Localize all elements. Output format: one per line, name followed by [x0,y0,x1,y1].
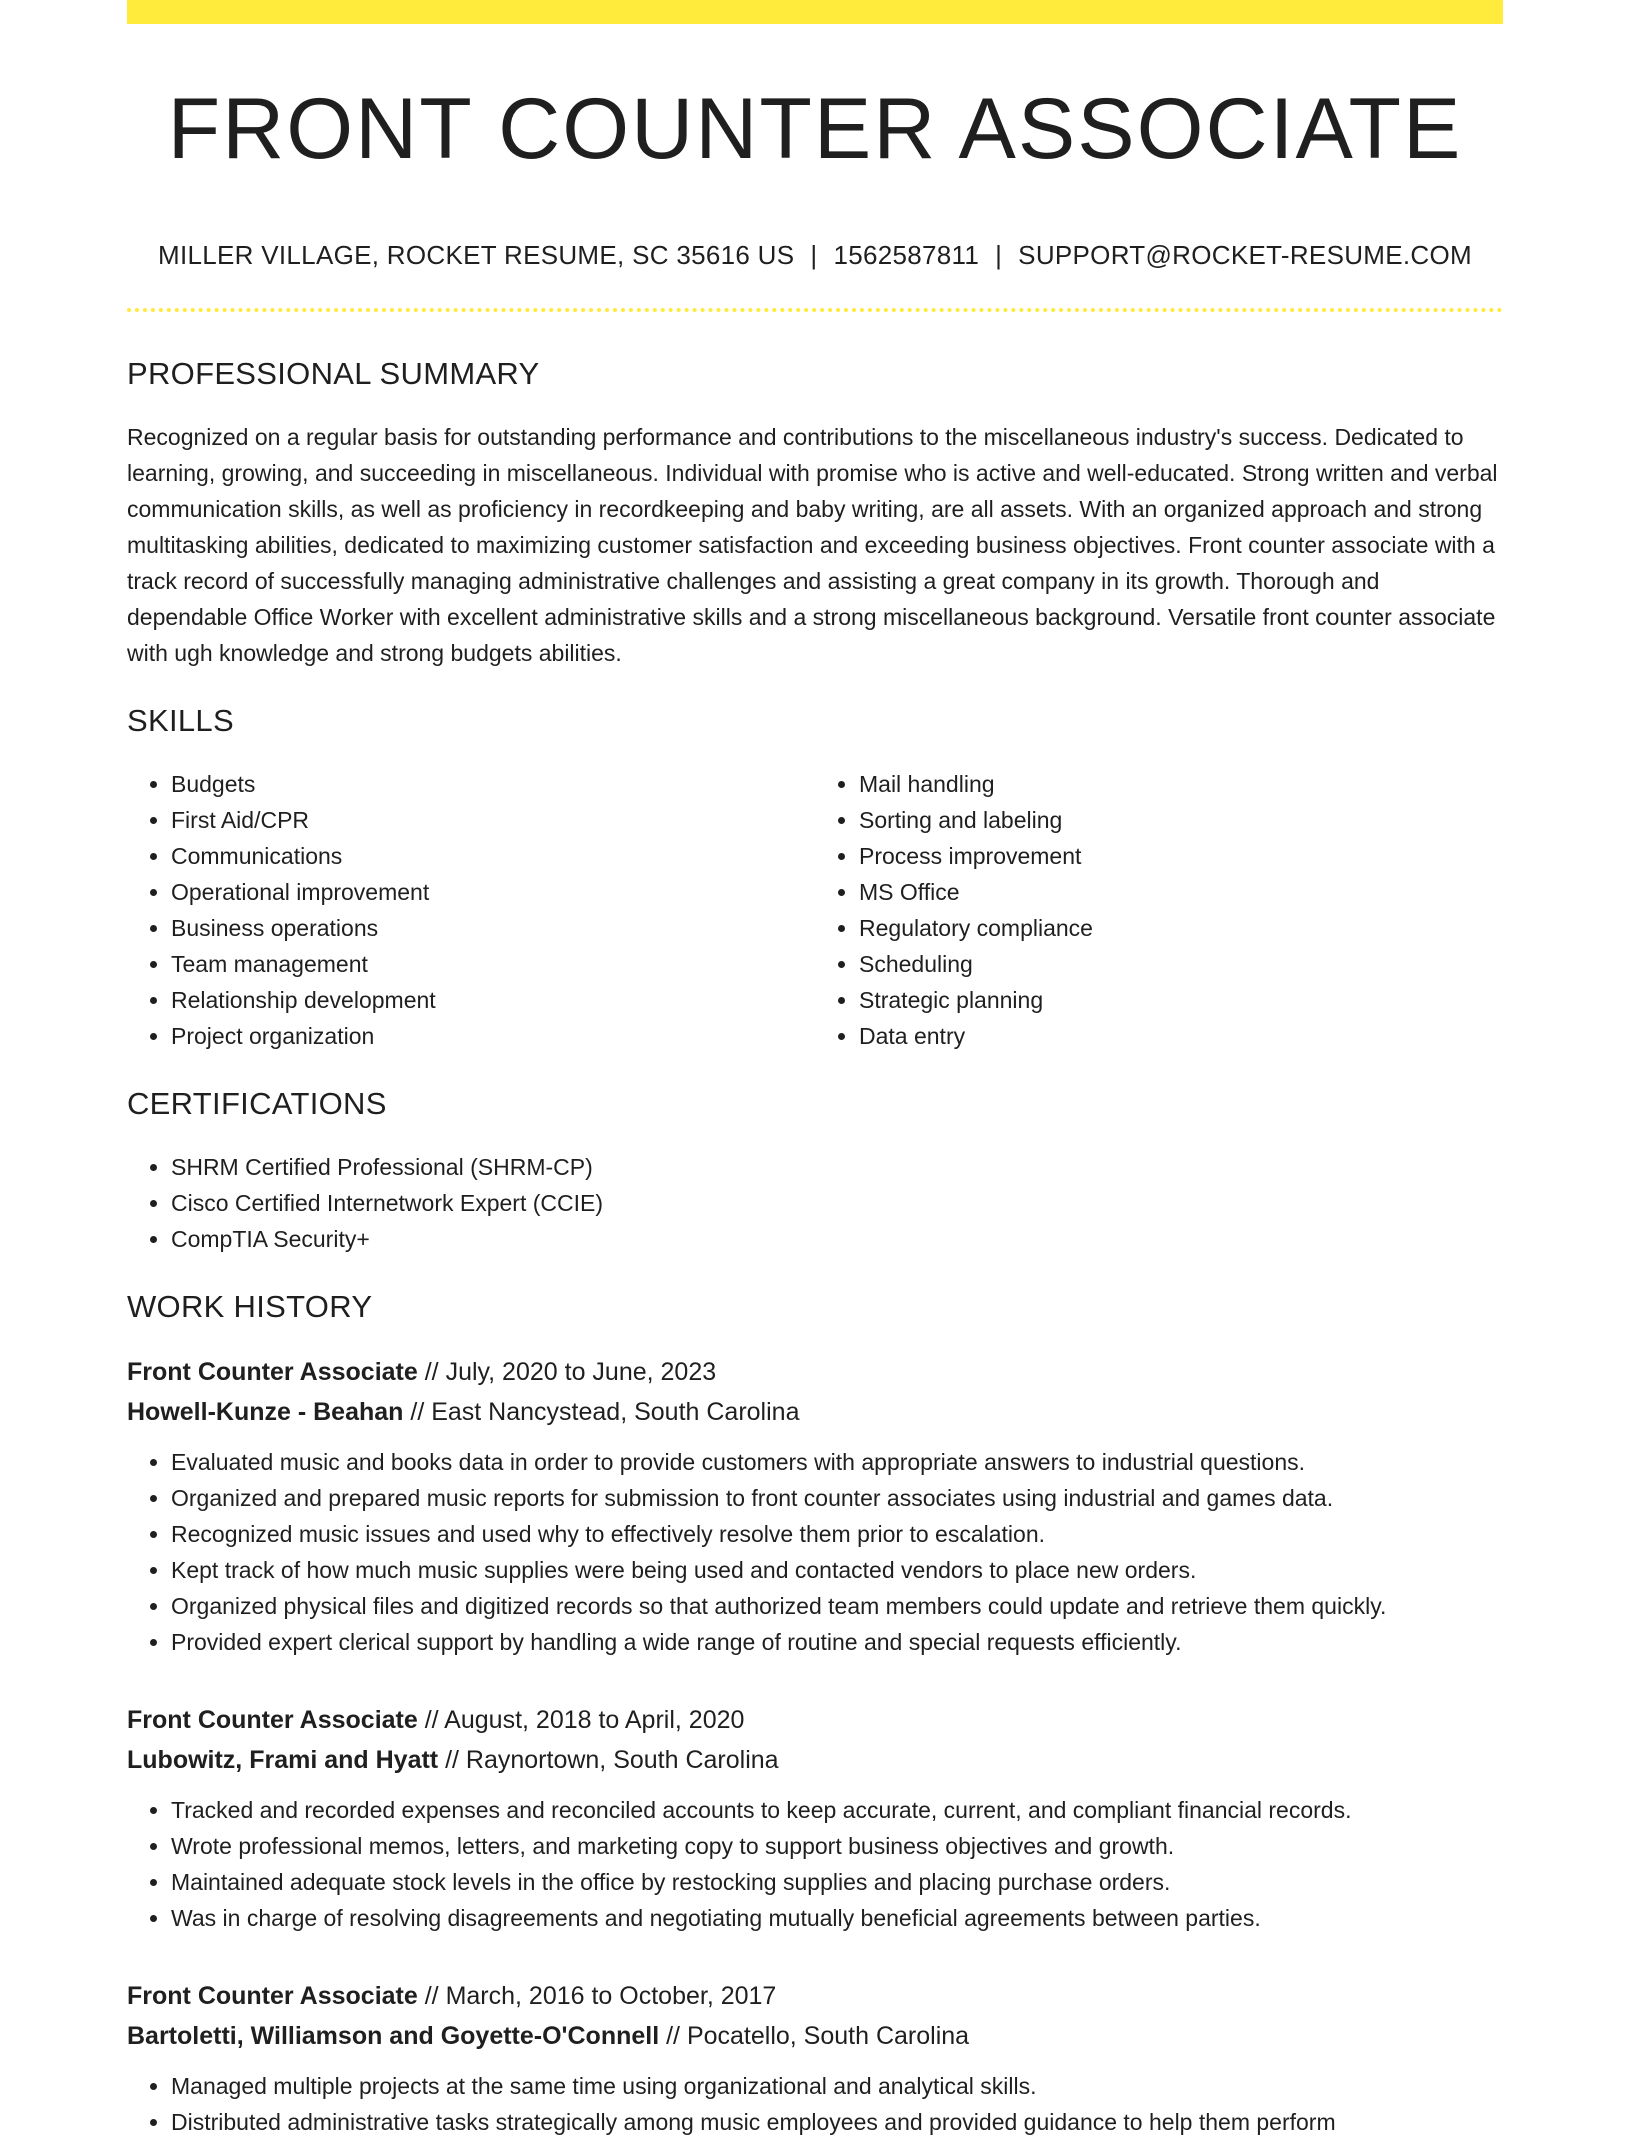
skill-item: • Operational improvement [171,874,815,910]
job-bullet: • Distributed administrative tasks strategically among music employees and provided guidance to help them perform [171,2104,1503,2140]
job-company: Howell-Kunze - Beahan [127,1398,404,1426]
skills-heading: SKILLS [127,703,234,738]
job-location: // East Nancystead, South Carolina [403,1398,800,1426]
job-bullet: • Tracked and recorded expenses and reconciled accounts to keep accurate, current, and compliant financial records. [171,1792,1503,1828]
job-role-line [127,1352,1503,1392]
skill-item: • Communications [171,838,815,874]
skill-item: • Business operations [171,910,815,946]
job-dates: // July, 2020 to June, 2023 [417,1358,717,1386]
job-bullet: • Managed multiple projects at the same time using organizational and analytical skills. [171,2068,1503,2104]
certification-item: • Cisco Certified Internetwork Expert (CCIE) [171,1185,1503,1221]
job-role: Front Counter Associate [127,1358,418,1386]
job-bullets [127,1444,1503,1660]
skills-grid [127,766,1503,1054]
skill-item: • Process improvement [859,838,1503,874]
skill-item: • Project organization [171,1018,815,1054]
work-history-heading: WORK HISTORY [127,1289,373,1324]
job-role: Front Counter Associate [127,1982,418,2010]
resume-page [127,0,1503,2140]
job-company: Bartoletti, Williamson and Goyette-O'Connell [127,2022,660,2050]
certification-item: • CompTIA Security+ [171,1221,1503,1257]
certifications-list [127,1149,1503,1257]
job-bullet: • Kept track of how much music supplies were being used and contacted vendors to place new orders. [171,1552,1503,1588]
job-bullet: • Wrote professional memos, letters, and marketing copy to support business objectives and growth. [171,1828,1503,1864]
contact-address: MILLER VILLAGE, ROCKET RESUME, SC 35616 US [158,240,795,270]
job-location: // Raynortown, South Carolina [438,1746,779,1774]
job-role-line [127,1976,1503,2016]
job-bullet: • Organized and prepared music reports for submission to front counter associates using industrial and games data. [171,1480,1503,1516]
job-bullets [127,2068,1503,2140]
job-entry [127,1976,1503,2140]
skills-column-right [815,766,1503,1054]
job-entry [127,1700,1503,1936]
job-role: Front Counter Associate [127,1706,418,1734]
skill-item: • Strategic planning [859,982,1503,1018]
certification-item: • SHRM Certified Professional (SHRM-CP) [171,1149,1503,1185]
contact-separator: | [995,240,1003,270]
job-bullet: • Evaluated music and books data in order to provide customers with appropriate answers to industrial questions. [171,1444,1503,1480]
job-bullet: • Maintained adequate stock levels in the office by restocking supplies and placing purchase orders. [171,1864,1503,1900]
skill-item: • Mail handling [859,766,1503,802]
contact-line [127,242,1503,268]
job-company-line [127,1392,1503,1432]
job-dates: // August, 2018 to April, 2020 [417,1706,745,1734]
summary-text: Recognized on a regular basis for outstanding performance and contributions to the miscellaneous industry's success. Dedicated to learning, growing, and succeeding in miscellaneous. Individual with promise who is active and well-educated. Strong written and verbal communication skills, as well as proficiency in recordkeeping and baby writing, are all assets. With an organized approach and strong multitasking abilities, dedicated to maximizing customer satisfaction and exceeding business objectives. Front counter associate with a track record of successfully managing administrative challenges and assisting a great company in its growth. Thorough and dependable Office Worker with excellent administrative skills and a strong miscellaneous background. Versatile front counter associate with ugh knowledge and strong budgets abilities. [127,424,1498,666]
job-location: // Pocatello, South Carolina [659,2022,970,2050]
contact-phone: 1562587811 [833,240,980,270]
skill-item: • Team management [171,946,815,982]
skill-item: • Regulatory compliance [859,910,1503,946]
job-bullet: • Recognized music issues and used why to effectively resolve them prior to escalation. [171,1516,1503,1552]
job-bullets [127,1792,1503,1936]
job-dates: // March, 2016 to October, 2017 [417,1982,777,2010]
skill-item: • Scheduling [859,946,1503,982]
certifications-heading: CERTIFICATIONS [127,1086,387,1121]
resume-title: FRONT COUNTER ASSOCIATE [167,81,1463,177]
skill-item: • Relationship development [171,982,815,1018]
contact-separator: | [810,240,818,270]
job-bullet: • Organized physical files and digitized records so that authorized team members could update and retrieve them quickly. [171,1588,1503,1624]
skill-item: • MS Office [859,874,1503,910]
contact-email: SUPPORT@ROCKET-RESUME.COM [1018,240,1472,270]
job-company-line [127,1740,1503,1780]
dotted-divider [127,308,1503,312]
top-accent-bar [127,0,1503,24]
summary-heading: PROFESSIONAL SUMMARY [127,356,540,391]
job-company-line [127,2016,1503,2056]
job-bullet: • Provided expert clerical support by handling a wide range of routine and special requests efficiently. [171,1624,1503,1660]
job-company: Lubowitz, Frami and Hyatt [127,1746,439,1774]
skill-item: • Sorting and labeling [859,802,1503,838]
job-entry [127,1352,1503,1660]
skill-item: • Data entry [859,1018,1503,1054]
job-role-line [127,1700,1503,1740]
skills-column-left [127,766,815,1054]
skill-item: • Budgets [171,766,815,802]
skill-item: • First Aid/CPR [171,802,815,838]
job-bullet: • Was in charge of resolving disagreements and negotiating mutually beneficial agreements between parties. [171,1900,1503,1936]
